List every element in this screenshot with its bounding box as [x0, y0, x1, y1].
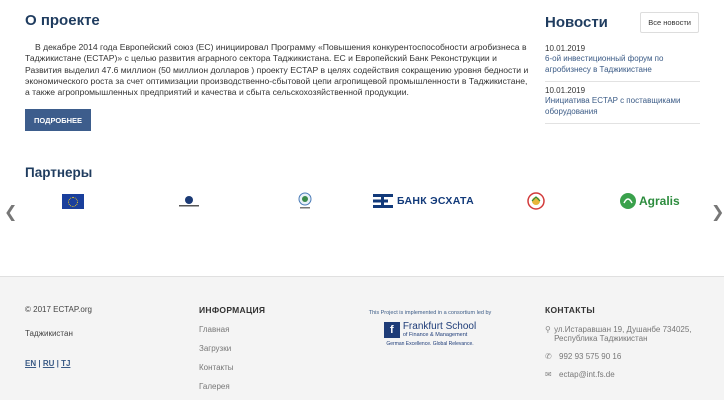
envelope-icon: ✉	[545, 370, 552, 379]
address-text: ул.Истаравшан 19, Душанбе 734025, Республика Таджикистан	[554, 325, 692, 343]
eu-flag-icon	[62, 194, 84, 209]
footer-col-consortium	[365, 310, 495, 347]
fs-tagline: German Excellence. Global Relevance.	[386, 341, 474, 347]
footer-link-downloads[interactable]: Загрузки	[199, 344, 232, 353]
about-text: В декабре 2014 года Европейский союз (ЕС) инициировал Программу «Повышения конкурентоспособности агробизнеса в Таджикистане (ECTAP)» с целью развития аграрного сектора Таджикистана. ЕС и Европейский Банк Реконструкции и Развития выделил 47.6 миллион (50 миллион долларов ) проекту ECTAP в целях содействия сокращению уровня бедности и экономического роста за счет оптимизации производственно-сбытовой цепи агропищевой промышленности в Таджикистане, а также агропромышленных предприятий и качества и сбыта сельскохозяйственной продукции.	[25, 42, 529, 98]
agralis-icon	[619, 192, 637, 210]
news-item	[545, 82, 700, 124]
partners-title: Партнеры	[25, 165, 93, 180]
lang-separator: |	[56, 359, 62, 368]
fs-name: Frankfurt School	[402, 321, 477, 332]
footer	[0, 276, 724, 400]
ebrd-logo[interactable]	[174, 195, 204, 209]
about-title: О проекте	[25, 12, 100, 29]
news-item	[545, 40, 700, 82]
eu-flag-logo[interactable]	[62, 194, 84, 209]
carousel-next-icon[interactable]: ❯	[711, 204, 724, 221]
consortium-caption: This Project is implemented in a consortium led by	[368, 310, 492, 316]
contact-address	[545, 325, 705, 343]
more-button[interactable]: ПОДРОБНЕЕ	[25, 109, 91, 131]
footer-link-home[interactable]: Главная	[199, 325, 230, 334]
email-text[interactable]: ectap@int.fs.de	[559, 370, 615, 379]
lang-separator: |	[38, 359, 43, 368]
copyright: © 2017 ECTAP.org	[25, 305, 92, 314]
ebrd-icon	[174, 195, 204, 209]
tj-emblem-logo[interactable]	[526, 192, 546, 210]
lang-en[interactable]: EN	[25, 359, 37, 368]
ministry-logo[interactable]	[297, 192, 313, 210]
about-section	[25, 12, 530, 98]
footer-col-about	[25, 305, 92, 368]
lang-ru[interactable]: RU	[42, 359, 55, 368]
language-switcher	[25, 359, 92, 368]
footer-col-info	[199, 305, 265, 400]
fs-sub: of Finance & Management	[402, 332, 468, 338]
phone-text: 992 93 575 90 16	[559, 352, 622, 361]
news-date: 10.01.2019	[545, 44, 586, 53]
news-date: 10.01.2019	[545, 86, 586, 95]
frankfurt-school-icon: f	[384, 322, 400, 338]
all-news-button[interactable]: Все новости	[640, 12, 699, 33]
phone-icon: ✆	[545, 352, 552, 361]
agralis-logo[interactable]	[619, 192, 680, 210]
bank-eskhata-icon	[373, 194, 393, 208]
footer-col-contacts	[545, 305, 705, 388]
partners-section	[25, 165, 92, 180]
tj-emblem-icon	[526, 192, 546, 210]
lang-tj[interactable]: TJ	[61, 359, 71, 368]
bank-eskhata-text: БАНК ЭСХАТА	[397, 195, 474, 207]
bank-eskhata-logo[interactable]	[373, 194, 474, 208]
carousel-prev-icon[interactable]: ❮	[4, 204, 18, 221]
footer-link-contacts[interactable]: Контакты	[199, 363, 234, 372]
news-link[interactable]: Инициатива ECTAP с поставщиками оборудования	[545, 96, 681, 116]
map-pin-icon: ⚲	[545, 325, 551, 334]
news-section	[545, 12, 700, 124]
country: Таджикистан	[25, 329, 73, 338]
news-title: Новости	[545, 14, 608, 31]
frankfurt-school-logo[interactable]	[365, 322, 495, 338]
contact-email	[545, 370, 705, 379]
contacts-title: КОНТАКТЫ	[545, 305, 596, 315]
info-title: ИНФОРМАЦИЯ	[199, 305, 266, 315]
footer-link-gallery[interactable]: Галерея	[199, 382, 230, 391]
contact-phone	[545, 352, 705, 361]
ministry-emblem-icon	[297, 192, 313, 210]
news-link[interactable]: 6-ой инвестиционный форум по агробизнесу в Таджикистане	[545, 54, 664, 74]
agralis-text: Agralis	[639, 194, 680, 208]
